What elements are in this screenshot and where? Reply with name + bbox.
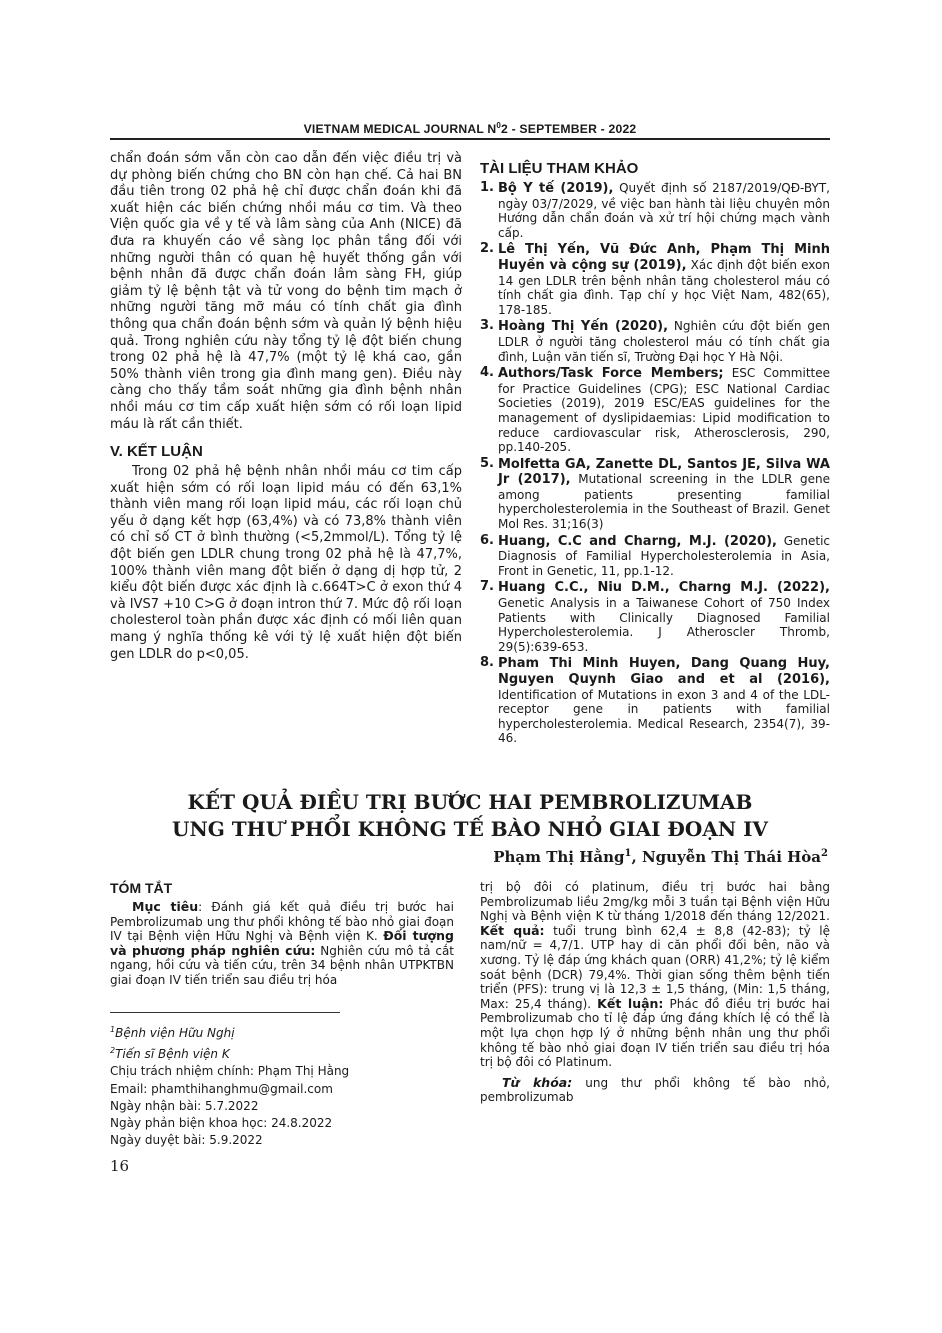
abstract-text: trị bộ đôi có platinum, điều trị bước hai bằng Pembrolizumab liều 2mg/kg mỗi 3 tuần tại Bệnh viện Hữu Nghị và Bệnh viện K từ tháng 1/2018 đến tháng 12/2021. (480, 880, 830, 924)
reference-text: Genetic Diagnosis of Familial Hypercholesterolemia in Asia, Front in Genetic, 11, pp.1-12. (498, 533, 830, 578)
footnote-mark: 2 (110, 1046, 116, 1056)
abstract-label: Đối tượng và phương pháp nghiên cứu: (110, 928, 454, 958)
article-title-line-2: UNG THƯ PHỔI KHÔNG TẾ BÀO NHỎ GIAI ĐOẠN IV (172, 817, 768, 841)
references-column (480, 160, 830, 748)
reference-text: Xác định đột biến exon 14 gen LDLR trên bệnh nhân tăng cholesterol máu có tính chất gia đình. Tạp chí y học Việt Nam, 482(65), 178-185. (498, 257, 830, 317)
abstract-text: Nghiên cứu mô tả cắt ngang, hồi cứu và tiến cứu, trên 34 bệnh nhân UTPKTBN giai đoạn IV tiến triển sau điều trị hóa (110, 943, 454, 987)
abstract-text: Phác đồ điều trị bước hai Pembrolizumab cho tỉ lệ đáp ứng đáng khích lệ có thể là một lựa chọn hợp lý ở những bệnh nhân ung thư phổi không tế bào nhỏ giai đoạn IV tiến triển sau điều trị hóa trị bộ đôi có Platinum. (480, 996, 830, 1070)
page-number: 16 (110, 1157, 130, 1175)
conclusion-paragraph: Trong 02 phả hệ bệnh nhân nhồi máu cơ tim cấp xuất hiện sớm có rối loạn lipid máu có đến 63,1% thành viên mang rối loạn lipid máu, các rối loạn chủ yếu ở dạng kết hợp (63,4%) và có 73,8% thành viên có chỉ số CT ở bình thường (<5,2mmol/L). Tổng tỷ lệ đột biến gen LDLR chung trong 02 phả hệ là 47,7%, 100% thành viên mang đột biến ở dạng dị hợp tử, 2 kiểu đột biến được xác định là c.664T>C ở exon thứ 4 và IVS7 +10 C>G ở đoạn intron thứ 7. Mức độ rối loạn cholesterol toàn phần được xác định có mối liên quan mang ý nghĩa thống kê với tỷ lệ xuất hiện đột biến gen LDLR do p<0,05. (110, 464, 463, 662)
footnote-text: Tiến sĩ Bệnh viện K (115, 1047, 230, 1062)
abstract-label: Kết luận: (597, 995, 664, 1011)
reference-text: Nghiên cứu đột biến gen LDLR ở người tăng cholesterol máu có tính chất gia đình, Luận văn tiến sĩ, Trường Đại học Y Hà Nội. (498, 319, 830, 364)
reference-item (480, 242, 830, 317)
journal-superscript: 0 (496, 121, 502, 130)
abstract-heading: TÓM TẮT (110, 880, 173, 896)
footnote-mark: 1 (110, 1025, 116, 1034)
footnote-text: Bệnh viện Hữu Nghị (115, 1026, 235, 1040)
reference-number: 5. (480, 455, 494, 471)
date-reviewed: Ngày phản biện khoa học: 24.8.2022 (110, 1116, 333, 1131)
journal-issue: 2 - SEPTEMBER - 2022 (501, 122, 637, 137)
references-list (480, 181, 830, 746)
reference-item (480, 366, 830, 455)
date-accepted: Ngày duyệt bài: 5.9.2022 (110, 1133, 263, 1148)
header-rule (110, 138, 830, 140)
abstract-label: Mục tiêu (132, 899, 199, 914)
reference-authors: Hoàng Thị Yến (2020), (498, 319, 669, 335)
abstract-left-column (110, 880, 454, 988)
reference-item (480, 656, 830, 746)
footnote-affiliation-2 (110, 1042, 462, 1063)
reference-item (480, 580, 830, 654)
reference-text: Genetic Analysis in a Taiwanese Cohort of 750 Index Patients with Clinically Diagnosed Familial Hypercholesterolemia. J Atheroscler Thromb, 29(5):639-653. (498, 596, 830, 654)
reference-authors: Huang C.C., Niu D.M., Charng M.J. (2022), (498, 580, 830, 596)
reference-number: 1. (480, 180, 494, 195)
reference-text: Identification of Mutations in exon 3 and 4 of the LDL-receptor gene in patients with familial hypercholesterolemia. Medical Research, 2354(7), 39-46. (498, 687, 830, 746)
keywords-text: ung thư phổi không tế bào nhỏ, pembrolizumab (480, 1075, 830, 1105)
abstract-label: Kết quả: (480, 922, 545, 938)
abstract-paragraph (110, 900, 454, 988)
references-title: TÀI LIỆU THAM KHẢO (480, 160, 639, 177)
author-name: Nguyễn Thị Thái Hòa (641, 848, 822, 866)
running-header (110, 121, 830, 136)
reference-number: 7. (480, 579, 494, 595)
reference-text: ESC Committee for Practice Guidelines (CPG); ESC National Cardiac Societies (2019), 2019 ESC/EAS guidelines for the management of dyslipidaemias: Lipid modification to reduce cardiovascular risk, Atherosclerosis, 290, pp.140-205. (498, 366, 830, 455)
reference-authors: Lê Thị Yến, Vũ Đức Anh, Phạm Thị Minh Huyền và cộng sự (2019), (498, 242, 830, 273)
reference-item (480, 319, 830, 364)
abstract-text: tuổi trung bình 62,4 ± 8,8 (42-83); tỷ lệ nam/nữ = 4,7/1. UTP hay di căn phổi đối bên, não và xương. Tỷ lệ đáp ứng khách quan (ORR) 41,2%; tỷ lệ kiểm soát bệnh (DCR) 79,4%. Thời gian sống thêm bệnh tiến triển (PFS): trung vị là 12,3 ± 1,5 tháng, (Min: 1,5 tháng, Max: 25,4 tháng). (480, 923, 830, 1011)
reference-authors: Huang, C.C and Charng, M.J. (2020), (498, 533, 777, 549)
footnotes (110, 1021, 462, 1149)
reference-authors: Bộ Y tế (2019), (498, 181, 614, 196)
reference-number: 4. (480, 365, 494, 381)
author-affiliation-mark: 1 (624, 848, 632, 859)
author-email: Email: phamthihanghmu@gmail.com (110, 1081, 333, 1096)
reference-number: 8. (480, 655, 494, 671)
reference-authors: Pham Thi Minh Huyen, Dang Quang Huy, Nguyen Quynh Giao and et al (2016), (498, 656, 830, 687)
reference-number: 6. (480, 532, 494, 548)
conclusion-heading: V. KẾT LUẬN (110, 443, 203, 461)
author-name: Phạm Thị Hằng (493, 848, 625, 866)
reference-item (480, 457, 830, 532)
left-column (110, 151, 462, 663)
footnote-rule (110, 1012, 340, 1013)
responsible-author: Chịu trách nhiệm chính: Phạm Thị Hằng (110, 1064, 350, 1079)
reference-item (480, 534, 830, 579)
reference-authors: Molfetta GA, Zanette DL, Santos JE, Silva WA Jr (2017), (498, 456, 830, 488)
footnote-affiliation-1 (110, 1021, 462, 1042)
author-affiliation-mark: 2 (821, 848, 828, 859)
reference-number: 3. (480, 318, 494, 334)
abstract-paragraph (480, 880, 830, 1070)
article-authors (400, 848, 828, 866)
abstract-text: : Đánh giá kết quả điều trị bước hai Pembrolizumab ung thư phổi không tế bào nhỏ giai đoạn IV tại Bệnh viện Hữu Nghị và Bệnh viện K. (110, 900, 454, 944)
journal-name: VIETNAM MEDICAL JOURNAL N (303, 122, 497, 137)
author-separator: , (631, 848, 642, 866)
reference-number: 2. (480, 241, 494, 257)
date-received: Ngày nhận bài: 5.7.2022 (110, 1098, 259, 1113)
abstract-right-column (480, 880, 830, 1105)
reference-item (480, 181, 830, 240)
reference-text: Mutational screening in the LDLR gene among patients presenting familial hypercholesterolemia in the Southeast of Brazil. Genet Mol Res. 31;16(3) (498, 472, 830, 532)
keywords-label: Từ khóa: (502, 1074, 573, 1090)
reference-text: Quyết định số 2187/2019/QĐ-BYT, ngày 03/7/2029, về việc ban hành tài liệu chuyên môn Hướng dẫn chẩn đoán và xử trí hội chứng mạch vành cấp. (498, 181, 830, 240)
article-title-line-1: KẾT QUẢ ĐIỀU TRỊ BƯỚC HAI PEMBROLIZUMAB (187, 790, 753, 814)
discussion-paragraph: chẩn đoán sớm vẫn còn cao dẫn đến việc điều trị và dự phòng biến chứng cho BN còn hạn chế. Cả hai BN đầu tiên trong 02 phả hệ chỉ được chẩn đoán khi đã xuất hiện các biến chứng nhồi máu cơ tim. Và theo Viện quốc gia về y tế và lâm sàng của Anh (NICE) đã đưa ra khuyến cáo về sàng lọc phân tầng đối với những người thân có quan hệ huyết thống gần với bệnh nhân đã được chẩn đoán lâm sàng FH, giúp giảm tỷ lệ bệnh tật và tử vong do bệnh tim mạch ở những người tăng mỡ máu có tính chất gia đình thông qua chẩn đoán bệnh sớm và quản lý bệnh hiệu quả. Trong nghiên cứu này tổng tỷ lệ đột biến chung trong 02 phả hệ là 47,7% (một tỷ lệ khá cao, gần 50% thành viên trong gia đình mang gen). Điều này càng cho thấy tầm soát những gia đình bệnh nhân nhồi máu cơ tim cấp xuất hiện sớm có rối loạn lipid máu là rất cần thiết. (110, 151, 462, 432)
keywords (480, 1076, 830, 1105)
article-title (110, 789, 830, 843)
reference-authors: Authors/Task Force Members; (498, 366, 724, 382)
